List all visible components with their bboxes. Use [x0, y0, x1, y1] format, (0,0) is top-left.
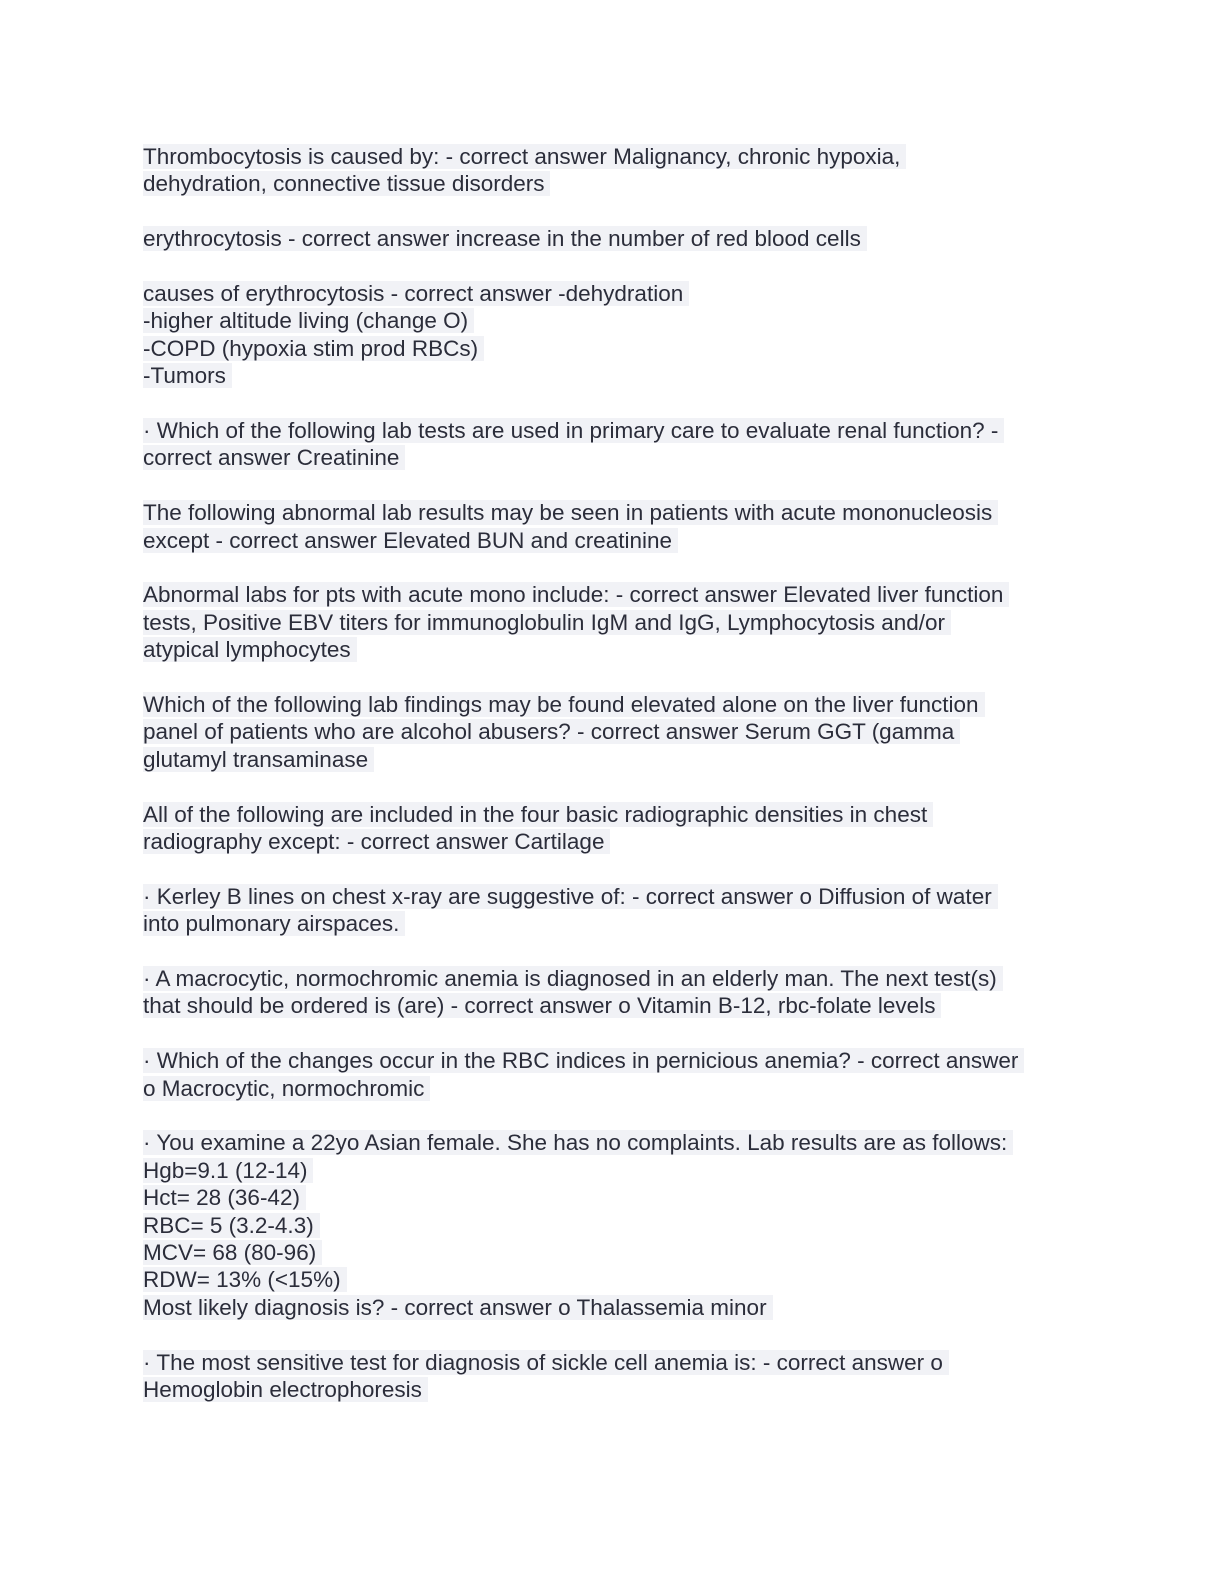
- text-line-content: · Which of the following lab tests are used in primary care to evaluate renal function? -: [143, 418, 1004, 443]
- qa-block: [143, 581, 1083, 663]
- text-line: [143, 992, 1083, 1019]
- text-line-content: · A macrocytic, normochromic anemia is diagnosed in an elderly man. The next test(s): [143, 966, 1003, 991]
- text-line-content: that should be ordered is (are) - correct answer o Vitamin B-12, rbc-folate levels: [143, 993, 941, 1018]
- text-line: [143, 170, 1083, 197]
- text-line-content: · Kerley B lines on chest x-ray are suggestive of: - correct answer o Diffusion of water: [143, 884, 998, 909]
- text-line: [143, 280, 1083, 307]
- qa-block: [143, 691, 1083, 773]
- text-line: [143, 1075, 1083, 1102]
- qa-block: [143, 499, 1083, 554]
- qa-block: [143, 1129, 1083, 1321]
- text-line-content: atypical lymphocytes: [143, 637, 357, 662]
- text-line: [143, 1157, 1083, 1184]
- text-line: [143, 609, 1083, 636]
- text-line-content: into pulmonary airspaces.: [143, 911, 405, 936]
- text-line-content: -higher altitude living (change O): [143, 308, 474, 333]
- text-line: [143, 499, 1083, 526]
- text-line-content: RBC= 5 (3.2-4.3): [143, 1213, 320, 1238]
- text-line-content: Thrombocytosis is caused by: - correct answer Malignancy, chronic hypoxia,: [143, 144, 906, 169]
- text-line-content: dehydration, connective tissue disorders: [143, 171, 550, 196]
- text-line: [143, 746, 1083, 773]
- text-line: [143, 965, 1083, 992]
- text-line: [143, 883, 1083, 910]
- text-line: [143, 1294, 1083, 1321]
- text-line-content: All of the following are included in the four basic radiographic densities in chest: [143, 802, 933, 827]
- text-line: [143, 225, 1083, 252]
- text-line-content: erythrocytosis - correct answer increase in the number of red blood cells: [143, 226, 867, 251]
- text-line: [143, 527, 1083, 554]
- text-line-content: causes of erythrocytosis - correct answer -dehydration: [143, 281, 689, 306]
- text-line: [143, 1376, 1083, 1403]
- text-line: [143, 801, 1083, 828]
- text-line: [143, 143, 1083, 170]
- text-line-content: RDW= 13% (<15%): [143, 1267, 347, 1292]
- text-line: [143, 307, 1083, 334]
- text-line-content: -COPD (hypoxia stim prod RBCs): [143, 336, 484, 361]
- text-line-content: Abnormal labs for pts with acute mono include: - correct answer Elevated liver function: [143, 582, 1009, 607]
- text-line-content: correct answer Creatinine: [143, 445, 405, 470]
- text-line: [143, 718, 1083, 745]
- text-line: [143, 1129, 1083, 1156]
- qa-block: [143, 1349, 1083, 1404]
- text-line: [143, 1047, 1083, 1074]
- text-line-content: -Tumors: [143, 363, 232, 388]
- text-line-content: Hemoglobin electrophoresis: [143, 1377, 428, 1402]
- qa-block: [143, 225, 1083, 252]
- text-line: [143, 910, 1083, 937]
- qa-block: [143, 965, 1083, 1020]
- qa-block: [143, 417, 1083, 472]
- text-line: [143, 417, 1083, 444]
- qa-block: [143, 883, 1083, 938]
- text-line: [143, 1266, 1083, 1293]
- text-line-content: · The most sensitive test for diagnosis of sickle cell anemia is: - correct answer o: [143, 1350, 949, 1375]
- text-line-content: Hct= 28 (36-42): [143, 1185, 306, 1210]
- qa-block: [143, 801, 1083, 856]
- text-line-content: Hgb=9.1 (12-14): [143, 1158, 313, 1183]
- text-line-content: · Which of the changes occur in the RBC indices in pernicious anemia? - correct answer: [143, 1048, 1024, 1073]
- text-line-content: MCV= 68 (80-96): [143, 1240, 322, 1265]
- text-line-content: · You examine a 22yo Asian female. She has no complaints. Lab results are as follows:: [143, 1130, 1013, 1155]
- text-line: [143, 444, 1083, 471]
- text-line: [143, 828, 1083, 855]
- text-line-content: panel of patients who are alcohol abusers? - correct answer Serum GGT (gamma: [143, 719, 960, 744]
- qa-block: [143, 280, 1083, 390]
- text-line: [143, 1349, 1083, 1376]
- text-line: [143, 1239, 1083, 1266]
- text-line: [143, 1212, 1083, 1239]
- text-line-content: except - correct answer Elevated BUN and creatinine: [143, 528, 678, 553]
- qa-block: [143, 1047, 1083, 1102]
- text-line-content: Which of the following lab findings may be found elevated alone on the liver function: [143, 692, 985, 717]
- text-line-content: o Macrocytic, normochromic: [143, 1076, 430, 1101]
- qa-block: [143, 143, 1083, 198]
- text-line: [143, 1184, 1083, 1211]
- text-line-content: glutamyl transaminase: [143, 747, 374, 772]
- text-line: [143, 581, 1083, 608]
- text-line-content: The following abnormal lab results may be seen in patients with acute mononucleosis: [143, 500, 998, 525]
- text-line: [143, 691, 1083, 718]
- text-line-content: tests, Positive EBV titers for immunoglobulin IgM and IgG, Lymphocytosis and/or: [143, 610, 951, 635]
- document-body: [143, 143, 1083, 1431]
- text-line: [143, 362, 1083, 389]
- text-line: [143, 636, 1083, 663]
- text-line-content: Most likely diagnosis is? - correct answer o Thalassemia minor: [143, 1295, 773, 1320]
- text-line: [143, 335, 1083, 362]
- text-line-content: radiography except: - correct answer Cartilage: [143, 829, 610, 854]
